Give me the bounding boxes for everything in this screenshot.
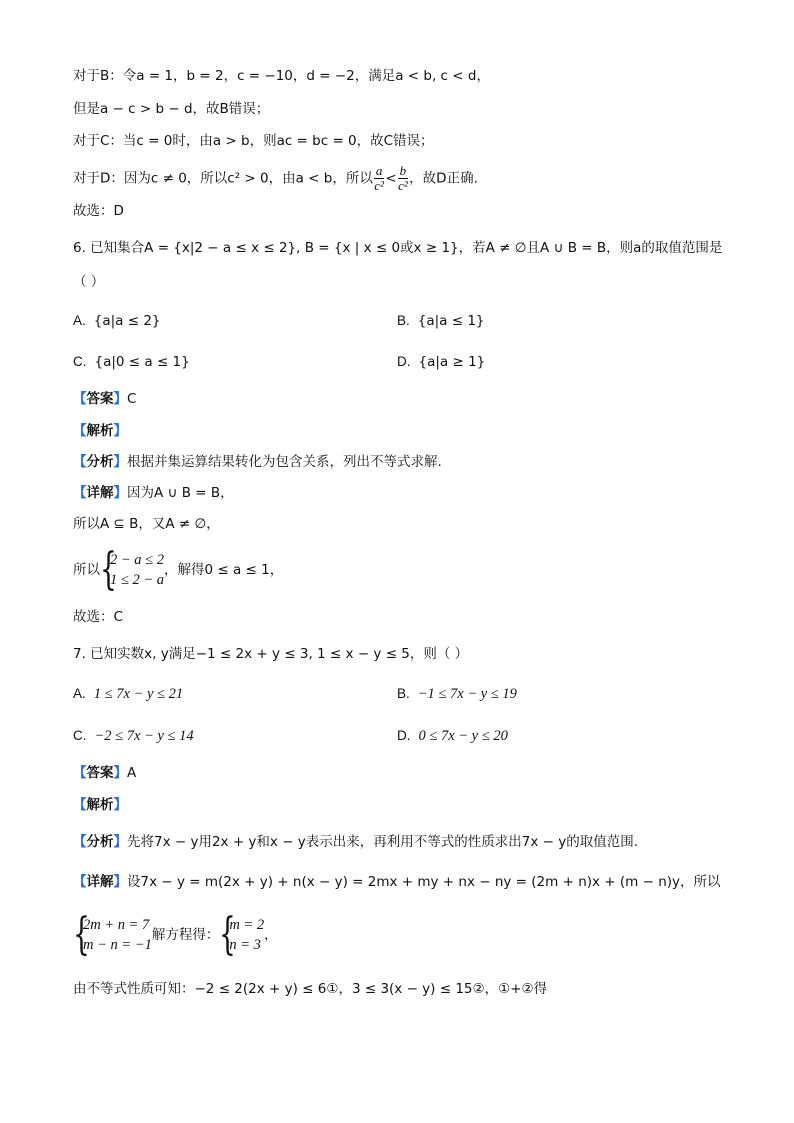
q7-answer: [73, 763, 136, 783]
answer-tag: 答案: [86, 765, 114, 781]
inequality-system: [100, 544, 164, 595]
bracket: 】: [113, 423, 127, 439]
analysis-tag: 解析: [86, 797, 114, 813]
brace-icon: {: [219, 909, 237, 960]
bracket: 】: [113, 765, 127, 781]
bracket: 】: [113, 797, 127, 813]
system-row: m − n = −1: [83, 937, 152, 953]
q6-xiangjie: [73, 483, 234, 503]
fraction-denominator: c²: [398, 178, 408, 193]
xiangjie-tag: 详解: [86, 485, 114, 501]
bracket: 】: [113, 485, 127, 501]
q6-fenxi: [73, 452, 442, 472]
bracket: 】: [113, 834, 127, 850]
xiangjie-tag: 详解: [86, 874, 114, 890]
bracket: 】: [113, 454, 127, 470]
q7-last-line: 由不等式性质可知：−2 ≤ 2(2x + y) ≤ 6①，3 ≤ 3(x − y) ≤ 15②，①+②得: [73, 981, 548, 997]
option-text: 0 ≤ 7x − y ≤ 20: [418, 728, 508, 744]
q6-stem: 6. 已知集合A = {x|2 − a ≤ x ≤ 2}, B = {x | x ≤ 0或x ≥ 1}，若A ≠ ∅且A ∪ B = B，则a的取值范围是: [73, 240, 723, 256]
option-letter: C.: [73, 354, 87, 369]
xiangjie-text: 因为A ∪ B = B，: [127, 485, 234, 501]
option-letter: B.: [397, 686, 410, 701]
option-letter: D.: [397, 728, 411, 743]
option-text: {a|a ≤ 2}: [93, 313, 161, 329]
system-suffix: ，: [264, 927, 278, 943]
less-than-sign: <: [385, 170, 397, 187]
q6-option-b: [397, 311, 485, 331]
text-line-b-conclusion: 但是a − c > b − d，故B错误；: [73, 101, 270, 117]
system-row: 2m + n = 7: [83, 917, 150, 933]
q7-option-a: [73, 684, 183, 704]
xiangjie-text: 设7x − y = m(2x + y) + n(x − y) = 2mx + my + nx − ny = (2m + n)x + (m − n)y，所以: [127, 874, 721, 890]
step-prefix: 所以: [73, 562, 100, 578]
text-line-d-part1: 对于D：因为c ≠ 0，所以c² > 0，由a < b，所以: [73, 170, 373, 187]
fraction-a-over-c2: [374, 164, 385, 193]
q6-step-2: [73, 544, 284, 595]
answer-tag: 答案: [86, 391, 114, 407]
q7-option-d: [397, 726, 508, 746]
q6-choose: 故选：C: [73, 609, 123, 625]
equation-system-2: [219, 909, 265, 960]
fenxi-tag: 分析: [86, 454, 114, 470]
bracket: 【: [73, 874, 87, 890]
option-letter: C.: [73, 728, 87, 743]
option-text: 1 ≤ 7x − y ≤ 21: [93, 686, 184, 702]
option-text: {a|0 ≤ a ≤ 1}: [94, 354, 190, 370]
text-line-d: [73, 164, 478, 193]
step-suffix: ，解得0 ≤ a ≤ 1，: [164, 562, 284, 578]
bracket: 【: [73, 797, 87, 813]
system-row: 2 − a ≤ 2: [110, 552, 164, 568]
text-line-d-part2: ，故D正确.: [409, 170, 478, 187]
option-text: {a|a ≥ 1}: [418, 354, 486, 370]
q6-analysis-heading: [73, 421, 127, 441]
q6-step-1: 所以A ⊆ B，又A ≠ ∅，: [73, 516, 220, 532]
system-row: m = 2: [229, 917, 265, 933]
q7-option-b: [397, 684, 517, 704]
option-text: −2 ≤ 7x − y ≤ 14: [94, 728, 194, 744]
option-letter: D.: [397, 354, 411, 369]
bracket: 【: [73, 423, 87, 439]
bracket: 【: [73, 454, 87, 470]
fenxi-text: 先将7x − y用2x + y和x − y表示出来，再利用不等式的性质求出7x − y的取值范围.: [127, 834, 639, 850]
fenxi-tag: 分析: [86, 834, 114, 850]
analysis-tag: 解析: [86, 423, 114, 439]
system-row: 1 ≤ 2 − a: [110, 572, 164, 588]
q7-systems: [73, 909, 278, 960]
q7-fenxi: [73, 832, 638, 852]
q6-answer: [73, 389, 136, 409]
q7-xiangjie: [73, 872, 721, 892]
option-letter: B.: [397, 313, 410, 328]
q7-analysis-heading: [73, 795, 127, 815]
option-letter: A.: [73, 686, 86, 701]
brace-icon: {: [73, 909, 90, 960]
bracket: 】: [113, 391, 127, 407]
q6-option-d: [397, 352, 485, 372]
fenxi-text: 根据并集运算结果转化为包含关系，列出不等式求解.: [127, 454, 442, 470]
text-line-b: 对于B：令a = 1，b = 2，c = −10，d = −2，满足a < b, c < d，: [73, 68, 490, 84]
q7-option-c: [73, 726, 194, 746]
bracket: 】: [113, 874, 127, 890]
equation-system-1: [73, 909, 152, 960]
q6-paren: （ ）: [73, 274, 105, 290]
choose-d: 故选：D: [73, 203, 124, 219]
bracket: 【: [73, 391, 87, 407]
fraction-denominator: c²: [374, 178, 384, 193]
q7-stem: 7. 已知实数x, y满足−1 ≤ 2x + y ≤ 3, 1 ≤ x − y ≤ 5，则（ ）: [73, 646, 469, 662]
solve-label: 解方程得：: [151, 927, 220, 943]
q6-option-a: [73, 311, 161, 331]
q6-option-c: [73, 352, 190, 372]
option-letter: A.: [73, 313, 86, 328]
fraction-numerator: a: [375, 163, 383, 178]
fraction-numerator: b: [399, 163, 407, 178]
text-line-c: 对于C：当c = 0时，由a > b，则ac = bc = 0，故C错误；: [73, 133, 434, 149]
brace-icon: {: [100, 544, 117, 595]
system-row: n = 3: [229, 937, 261, 953]
answer-value: C: [127, 391, 137, 407]
answer-value: A: [127, 765, 137, 781]
bracket: 【: [73, 485, 87, 501]
option-text: −1 ≤ 7x − y ≤ 19: [417, 686, 517, 702]
option-text: {a|a ≤ 1}: [417, 313, 485, 329]
bracket: 【: [73, 765, 87, 781]
fraction-b-over-c2: [398, 164, 409, 193]
bracket: 【: [73, 834, 87, 850]
